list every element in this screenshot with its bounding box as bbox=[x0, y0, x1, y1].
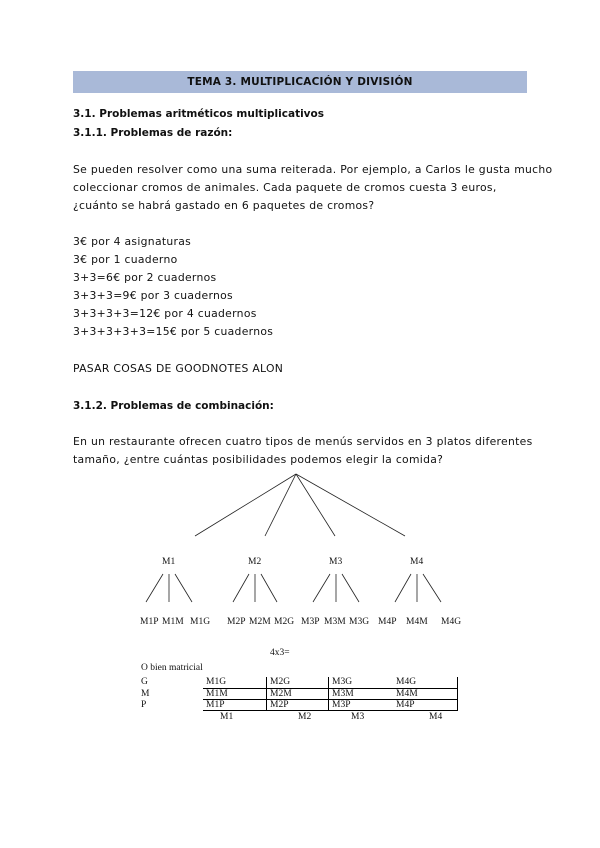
tree-leaf: M2M bbox=[249, 617, 271, 627]
tree-leaf: M3P bbox=[301, 617, 320, 627]
paragraph-line: coleccionar cromos de animales. Cada paquete de cromos cuesta 3 euros, bbox=[73, 181, 497, 194]
tree-branch bbox=[261, 574, 277, 602]
tree-leaf: M4G bbox=[441, 617, 462, 627]
product-expression: 4x3= bbox=[270, 648, 290, 658]
tree-node-menu: M2 bbox=[248, 557, 262, 567]
tree-node-menu: M4 bbox=[410, 557, 424, 567]
paragraph-line: ¿cuánto se habrá gastado en 6 paquetes de cromos? bbox=[73, 199, 375, 212]
list-item: 3+3+3+3+3=15€ por 5 cuadernos bbox=[73, 325, 274, 338]
matrix-cell: M2G bbox=[270, 677, 291, 687]
matrix-col-label: M4 bbox=[429, 712, 443, 722]
tree-branch bbox=[423, 574, 441, 602]
list-item: 3€ por 1 cuaderno bbox=[73, 253, 178, 266]
tree-leaf: M1G bbox=[190, 617, 211, 627]
matrix-col-label: M3 bbox=[351, 712, 365, 722]
section-heading: 3.1. Problemas aritméticos multiplicativos bbox=[73, 108, 324, 120]
tree-branch bbox=[296, 474, 335, 536]
tree-branch bbox=[233, 574, 249, 602]
note-text: PASAR COSAS DE GOODNOTES ALON bbox=[73, 362, 284, 375]
matrix-col-label: M2 bbox=[298, 712, 312, 722]
tree-leaf: M4P bbox=[378, 617, 397, 627]
matrix-cell: M3G bbox=[332, 677, 353, 687]
subsection-heading-ratio: 3.1.1. Problemas de razón: bbox=[73, 127, 233, 139]
tree-branch bbox=[313, 574, 330, 602]
tree-branch bbox=[342, 574, 359, 602]
page-title: TEMA 3. MULTIPLICACIÓN Y DIVISIÓN bbox=[187, 76, 413, 88]
tree-leaf: M1M bbox=[162, 617, 184, 627]
tree-node-menu: M3 bbox=[329, 557, 343, 567]
list-item: 3€ por 4 asignaturas bbox=[73, 235, 192, 248]
matrix-cell: M4M bbox=[396, 689, 418, 699]
tree-leaf: M2G bbox=[274, 617, 295, 627]
list-item: 3+3+3=9€ por 3 cuadernos bbox=[73, 289, 233, 302]
matrix-cell: M4G bbox=[396, 677, 417, 687]
matrix-row-label: P bbox=[141, 700, 147, 710]
matrix-col-label: M1 bbox=[220, 712, 234, 722]
matrix-cell: M1M bbox=[206, 689, 228, 699]
matrix-row-label: M bbox=[141, 689, 150, 699]
tree-leaf: M2P bbox=[227, 617, 246, 627]
matrix-cell: M2M bbox=[270, 689, 292, 699]
matrix-cell: M1G bbox=[206, 677, 227, 687]
matrix-label: O bien matricial bbox=[141, 663, 203, 673]
matrix-row-label: G bbox=[141, 677, 148, 687]
tree-leaf: M3M bbox=[324, 617, 346, 627]
matrix-cell: M4P bbox=[396, 700, 415, 710]
subsection-heading-combination: 3.1.2. Problemas de combinación: bbox=[73, 400, 274, 412]
tree-leaf: M3G bbox=[349, 617, 370, 627]
tree-branch bbox=[395, 574, 411, 602]
tree-leaf: M4M bbox=[406, 617, 428, 627]
paragraph-line: Se pueden resolver como una suma reiterada. Por ejemplo, a Carlos le gusta mucho bbox=[73, 163, 553, 176]
tree-branch bbox=[146, 574, 163, 602]
matrix-cell: M3P bbox=[332, 700, 351, 710]
tree-leaf: M1P bbox=[140, 617, 159, 627]
tree-branch bbox=[296, 474, 405, 536]
tree-node-menu: M1 bbox=[162, 557, 176, 567]
matrix-cell: M2P bbox=[270, 700, 289, 710]
matrix-cell: M1P bbox=[206, 700, 225, 710]
list-item: 3+3+3+3=12€ por 4 cuadernos bbox=[73, 307, 257, 320]
list-item: 3+3=6€ por 2 cuadernos bbox=[73, 271, 217, 284]
tree-branch bbox=[175, 574, 192, 602]
matrix-cell: M3M bbox=[332, 689, 354, 699]
paragraph-line: tamaño, ¿entre cuántas posibilidades podemos elegir la comida? bbox=[73, 453, 444, 466]
paragraph-line: En un restaurante ofrecen cuatro tipos de menús servidos en 3 platos diferentes bbox=[73, 435, 533, 448]
